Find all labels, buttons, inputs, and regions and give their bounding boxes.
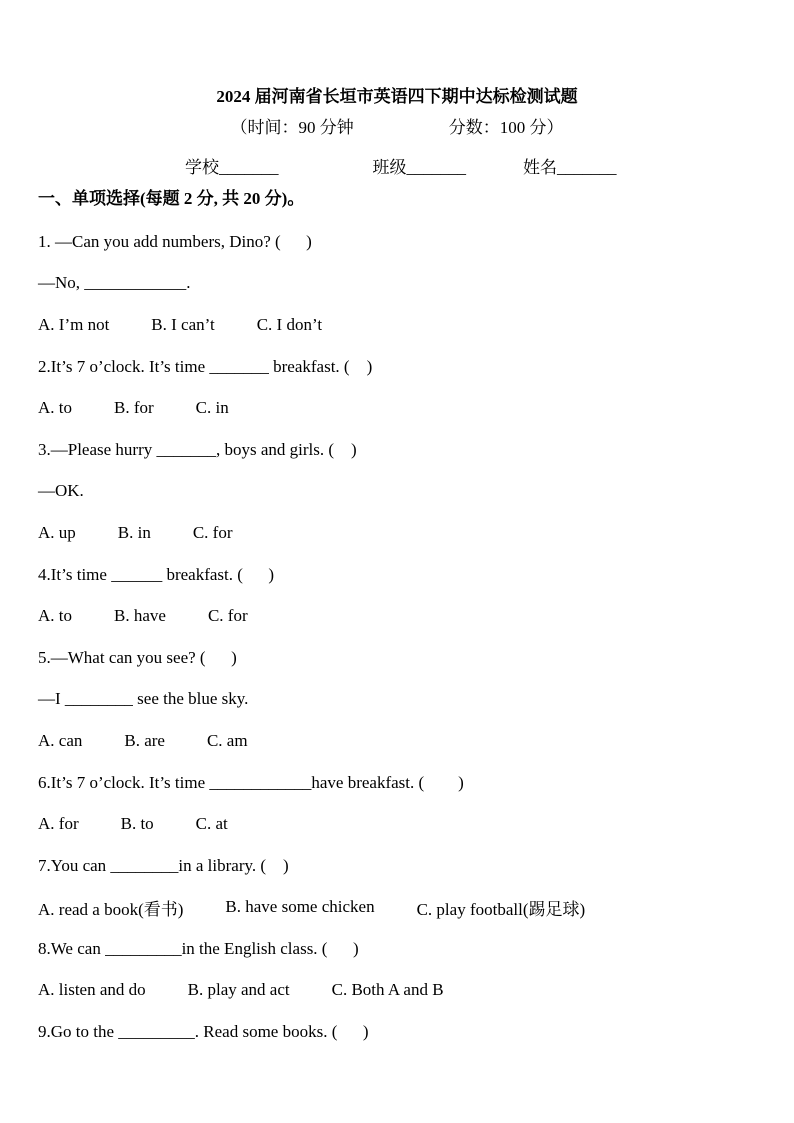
- q5-option-a: A. can: [38, 730, 83, 750]
- q8-option-c: C. Both A and B: [331, 980, 444, 1000]
- time-limit-label: （时间：90 分钟: [230, 118, 354, 137]
- name-label: 姓名: [523, 158, 557, 177]
- student-info-row: [0, 157, 794, 179]
- q3-options: [38, 512, 794, 554]
- q7-stem: 7.You can ________in a library. ( ): [38, 855, 289, 875]
- q3-option-b: B. in: [117, 522, 151, 542]
- q4-stem: 4.It’s time ______ breakfast. ( ): [38, 564, 275, 584]
- q2-option-b: B. for: [114, 398, 154, 418]
- page-title: 2024 届河南省长垣市英语四下期中达标检测试题: [216, 87, 578, 106]
- q1-options: [38, 304, 794, 346]
- q2-option-c: C. in: [195, 398, 229, 418]
- q4-option-a: A. to: [38, 606, 72, 626]
- q6-option-c: C. at: [195, 814, 228, 834]
- q3-option-c: C. for: [192, 522, 233, 542]
- q5-options: [38, 720, 794, 762]
- q5-stem: 5.—What can you see? ( ): [38, 647, 237, 667]
- exam-meta: [0, 117, 794, 139]
- q6-options: [38, 803, 794, 845]
- q3-stem: 3.—Please hurry _______, boys and girls. ( ): [38, 439, 357, 459]
- total-score-label: 分数：100 分）: [448, 118, 564, 137]
- q4-options: [38, 595, 794, 637]
- q2-options: [38, 387, 794, 429]
- q3-option-a: A. up: [38, 522, 76, 542]
- q4-option-c: C. for: [207, 606, 248, 626]
- q1-reply: —No, ____________.: [38, 273, 191, 293]
- class-label: 班级: [372, 158, 407, 177]
- q7-options: [38, 887, 794, 929]
- school-field: [185, 157, 279, 179]
- school-label: 学校: [185, 158, 219, 177]
- q8-stem: 8.We can _________in the English class. ( ): [38, 938, 359, 958]
- section-heading: 一、单项选择(每题 2 分, 共 20 分)。: [38, 189, 305, 208]
- q1-option-b: B. I can’t: [151, 314, 215, 334]
- q6-option-b: B. to: [120, 814, 154, 834]
- q1-option-c: C. I don’t: [256, 314, 323, 334]
- q7-option-b: B. have some chicken: [225, 897, 375, 917]
- q2-option-a: A. to: [38, 398, 72, 418]
- q7-option-c: C. play football(踢足球): [416, 899, 586, 919]
- q5-option-b: B. are: [124, 730, 165, 750]
- q8-options: [38, 970, 794, 1012]
- q5-option-c: C. am: [206, 730, 248, 750]
- q6-stem: 6.It’s 7 o’clock. It’s time ____________have breakfast. ( ): [38, 772, 464, 792]
- q5-reply: —I ________ see the blue sky.: [38, 689, 249, 709]
- school-blank: _______: [219, 158, 279, 177]
- question-list: [0, 221, 794, 1053]
- q8-option-a: A. listen and do: [38, 980, 146, 1000]
- q2-stem: 2.It’s 7 o’clock. It’s time _______ breakfast. ( ): [38, 356, 373, 376]
- q1-stem: 1. —Can you add numbers, Dino? ( ): [38, 231, 312, 251]
- name-field: [523, 157, 617, 179]
- name-blank: _______: [557, 158, 617, 177]
- q1-option-a: A. I’m not: [38, 314, 110, 334]
- q9-stem: 9.Go to the _________. Read some books. ( ): [38, 1022, 369, 1042]
- q7-option-a: A. read a book(看书): [38, 899, 184, 919]
- q8-option-b: B. play and act: [187, 980, 290, 1000]
- class-field: [373, 157, 467, 179]
- q6-option-a: A. for: [38, 814, 79, 834]
- q3-reply: —OK.: [38, 481, 84, 501]
- q4-option-b: B. have: [114, 606, 166, 626]
- class-blank: _______: [406, 158, 466, 177]
